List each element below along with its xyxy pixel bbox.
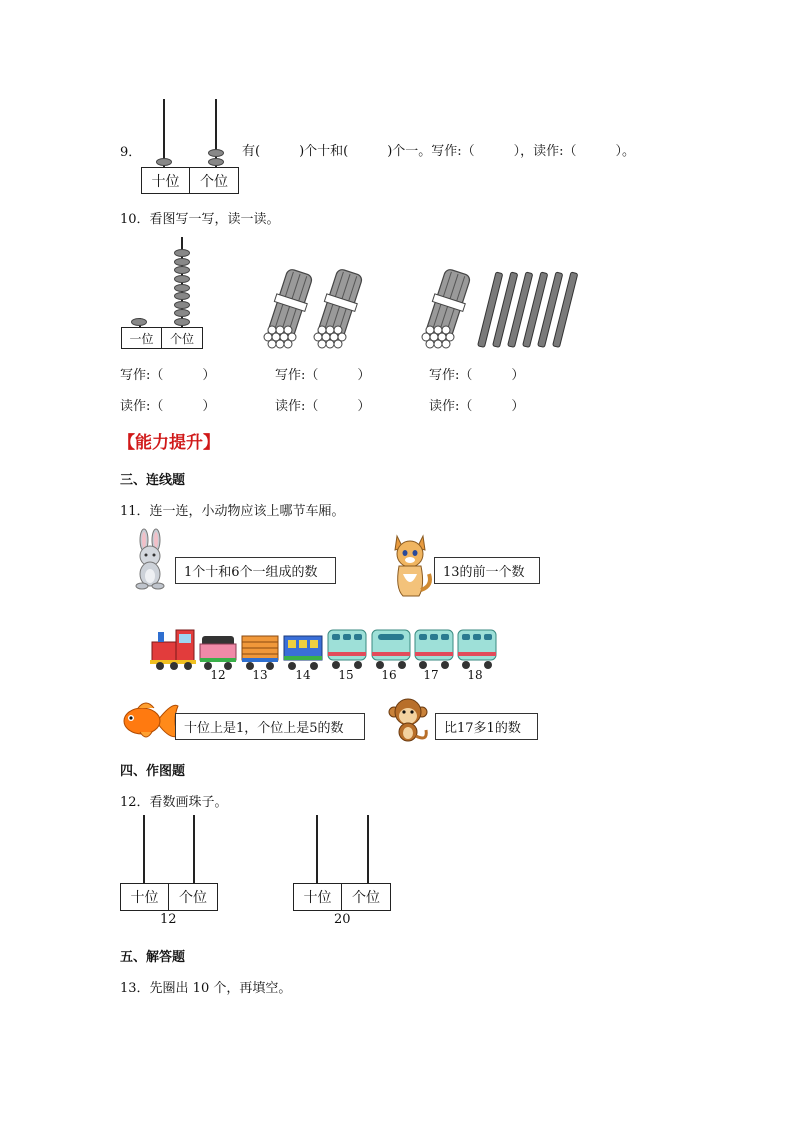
q13-title: 13．先圈出 10 个，再填空。 [120, 981, 292, 996]
q10-ones-bead [174, 309, 190, 317]
train-image [150, 626, 498, 670]
q10-write-2: 写作:（ ） [275, 368, 371, 383]
orange-car-icon [242, 636, 278, 670]
section-ability-heading: 【能力提升】 [118, 433, 220, 453]
q12a-place-value-box [120, 883, 218, 911]
locomotive-icon [150, 630, 196, 670]
section5-heading: 五、解答题 [120, 950, 186, 965]
teal-car-icon [328, 630, 366, 669]
q10-place-value-box [121, 327, 203, 349]
q9-ones-label: 个位 [200, 173, 228, 190]
fish-card: 十位上是1，个位上是5的数 [175, 713, 365, 740]
q12a-number: 12 [160, 912, 177, 927]
q10-read-2: 读作:（ ） [275, 399, 371, 414]
car-number: 14 [295, 668, 311, 682]
car-number: 15 [338, 668, 354, 682]
q12a-tens-rod [143, 815, 145, 883]
car-number: 16 [381, 668, 397, 682]
q12b-number: 20 [334, 912, 351, 927]
q9-tens-bead [156, 158, 172, 166]
rabbit-card: 1个十和6个一组成的数 [175, 557, 336, 584]
q9-place-value-box [141, 167, 239, 194]
q11-title: 11．连一连，小动物应该上哪节车厢。 [120, 504, 345, 519]
bundle-icon [422, 267, 474, 348]
q10-read-1: 读作:（ ） [120, 399, 216, 414]
q10-title: 10．看图写一写，读一读。 [120, 212, 280, 227]
goldfish-icon [118, 698, 180, 744]
q10-tens-label: 一位 [122, 328, 162, 348]
teal-car-icon [458, 630, 496, 669]
q12b-place-value-box [293, 883, 391, 911]
q9-tens-label: 十位 [142, 168, 190, 193]
q9-tens-rod [163, 99, 165, 167]
section4-heading: 四、作图题 [120, 764, 186, 779]
monkey-card: 比17多1的数 [435, 713, 538, 740]
q9-question-text: 有( )个十和( )个一。写作:（ ），读作:（ ）。 [242, 144, 636, 159]
q10-tens-bead [131, 318, 147, 326]
q10-ones-bead [174, 318, 190, 326]
q10-ones-bead [174, 266, 190, 274]
q10-ones-bead [174, 284, 190, 292]
q12a-ones-rod [193, 815, 195, 883]
q10-ones-bead [174, 301, 190, 309]
monkey-icon [386, 696, 430, 744]
q9-ones-bead [208, 149, 224, 157]
q10-write-3: 写作:（ ） [429, 368, 525, 383]
teal-car-icon [415, 630, 453, 669]
q9-number: 9． [120, 145, 142, 160]
q10-two-bundles-image [262, 262, 372, 352]
blue-car-icon [284, 636, 322, 670]
q10-read-3: 读作:（ ） [429, 399, 525, 414]
q9-ones-bead [208, 158, 224, 166]
q12b-ones-label: 个位 [352, 890, 380, 906]
car-number: 17 [423, 668, 439, 682]
q12a-tens-label: 十位 [121, 884, 169, 910]
bundle-icon [314, 267, 366, 348]
q10-ones-bead [174, 249, 190, 257]
rabbit-icon [128, 528, 174, 590]
q10-ones-bead [174, 258, 190, 266]
q10-bundle-and-sticks-image [420, 262, 595, 352]
bundle-icon [264, 267, 316, 348]
q10-ones-label: 个位 [169, 331, 194, 346]
car-number: 12 [210, 668, 226, 682]
teal-car-icon [372, 630, 410, 669]
q10-ones-bead [174, 275, 190, 283]
q12-title: 12．看数画珠子。 [120, 795, 228, 810]
section3-heading: 三、连线题 [120, 473, 186, 488]
q12b-tens-label: 十位 [294, 884, 342, 910]
q12b-tens-rod [316, 815, 318, 883]
q12b-ones-rod [367, 815, 369, 883]
q12a-ones-label: 个位 [179, 890, 207, 906]
car-number: 13 [252, 668, 268, 682]
car-number: 18 [467, 668, 483, 682]
q10-ones-bead [174, 292, 190, 300]
sticks-icon [478, 272, 578, 347]
q10-write-1: 写作:（ ） [120, 368, 216, 383]
pink-car-icon [200, 636, 236, 670]
cat-card: 13的前一个数 [434, 557, 540, 584]
cat-icon [385, 530, 433, 600]
